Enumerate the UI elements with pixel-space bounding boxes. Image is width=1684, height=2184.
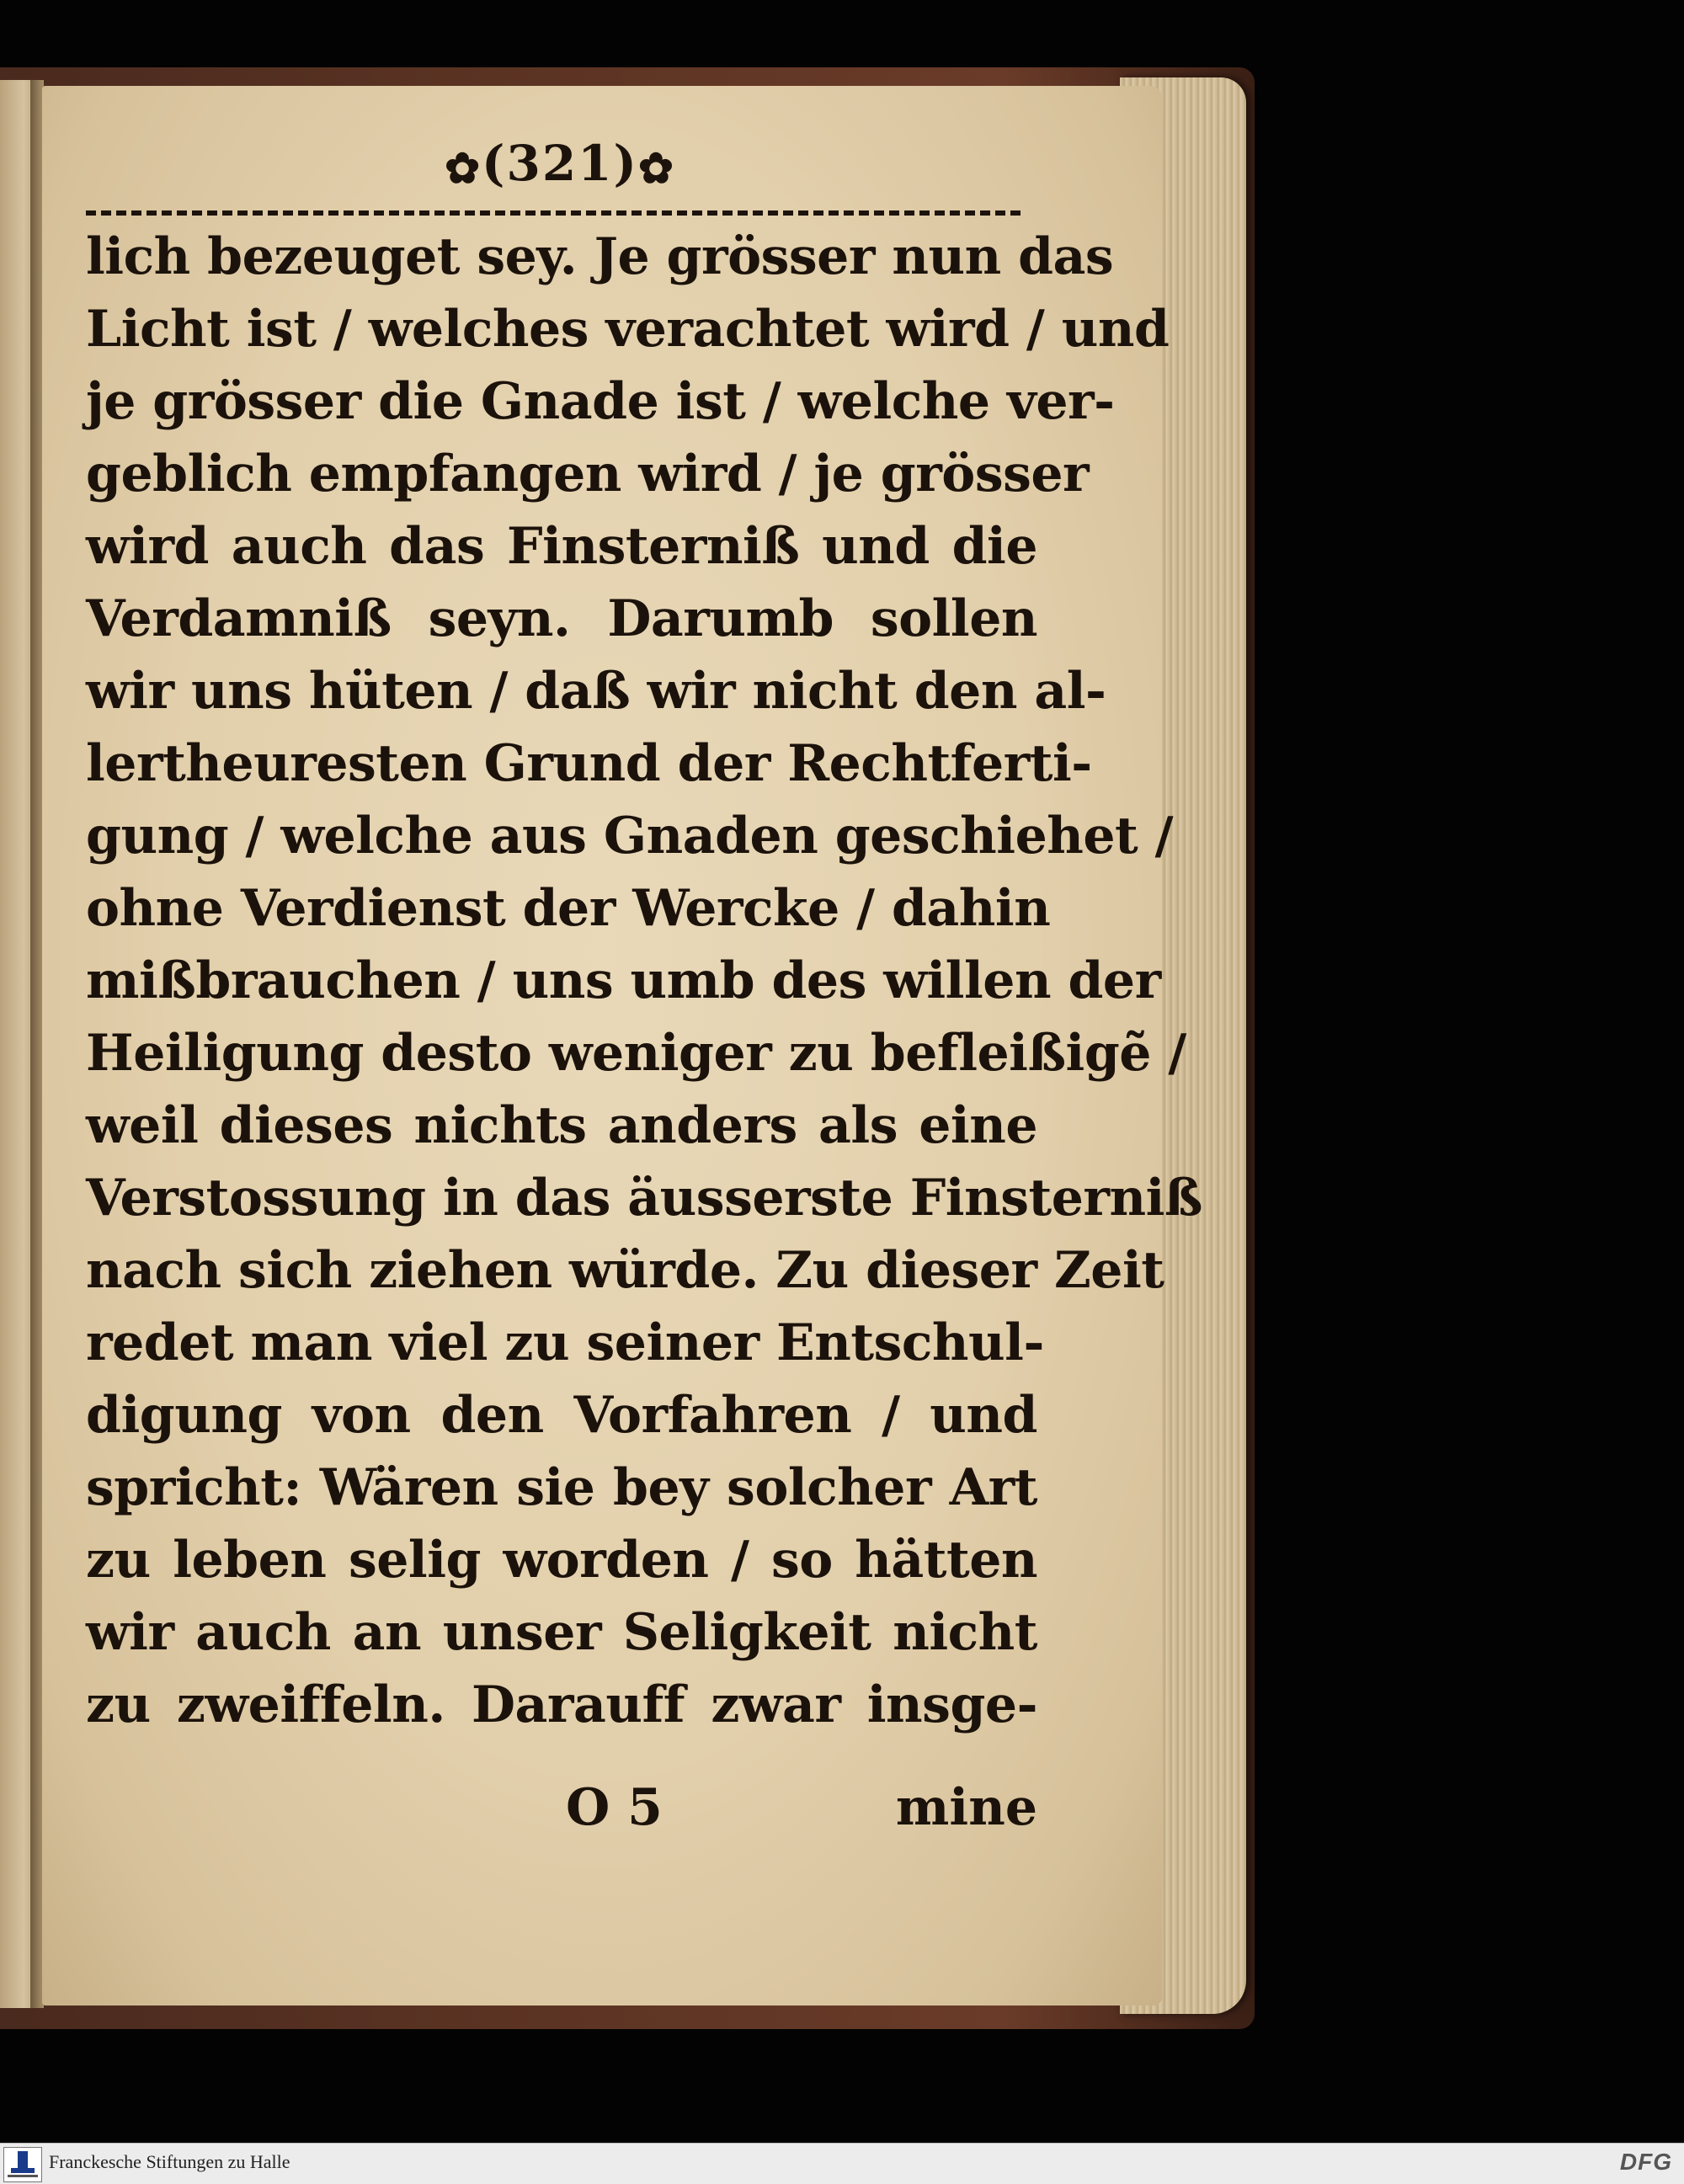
- page-number: (321): [482, 135, 638, 192]
- header-rule: [86, 210, 1021, 216]
- text-line: gung / welche aus Gnaden geschiehet /: [86, 807, 1174, 866]
- text-line: zu leben selig worden / so hätten: [86, 1531, 1037, 1590]
- text-line: mißbrauchen / uns umb des willen der: [86, 951, 1161, 1010]
- francke-foundation-logo-icon[interactable]: [3, 2147, 42, 2182]
- signature-mark: O 5: [566, 1778, 663, 1837]
- left-page-edge: [0, 80, 34, 2008]
- provider-banner: [0, 2143, 1684, 2184]
- text-line: wir uns hüten / daß wir nicht den al-: [86, 662, 1106, 721]
- page-body-text: [86, 221, 1202, 1741]
- institution-name[interactable]: Franckesche Stiftungen zu Halle: [49, 2151, 290, 2172]
- page-footer: [86, 1778, 1037, 1854]
- book-page: [42, 86, 1202, 2006]
- text-line: nach sich ziehen würde. Zu dieser Zeit: [86, 1241, 1164, 1300]
- text-line: Verdamniß seyn. Darumb sollen: [86, 589, 1037, 648]
- text-line: geblich empfangen wird / je grösser: [86, 445, 1090, 503]
- text-line: zu zweiffeln. Darauff zwar insge-: [86, 1675, 1037, 1734]
- text-line: je grösser die Gnade ist / welche ver-: [86, 372, 1115, 431]
- text-line: digung von den Vorfahren / und: [86, 1386, 1037, 1445]
- text-line: Heiligung desto weniger zu befleißigẽ /: [86, 1024, 1186, 1083]
- catchword: mine: [895, 1778, 1037, 1837]
- text-line: redet man viel zu seiner Entschul-: [86, 1313, 1044, 1372]
- page-header: [42, 135, 1078, 193]
- text-line: Licht ist / welches verachtet wird / und: [86, 300, 1170, 359]
- text-line: lertheuresten Grund der Rechtferti-: [86, 734, 1092, 793]
- text-line: wird auch das Finsterniß und die: [86, 517, 1037, 576]
- text-line: ohne Verdienst der Wercke / dahin: [86, 879, 1051, 938]
- ornament-left-icon: ✿: [445, 142, 482, 193]
- ornament-right-icon: ✿: [637, 142, 675, 193]
- text-line: Verstossung in das äusserste Finsterniß: [86, 1169, 1202, 1228]
- text-line: lich bezeuget sey. Je grösser nun das: [86, 227, 1114, 286]
- text-line: weil dieses nichts anders als eine: [86, 1096, 1037, 1155]
- text-line: wir auch an unser Seligkeit nicht: [86, 1603, 1037, 1662]
- dfg-logo[interactable]: DFG: [1619, 2149, 1672, 2175]
- text-line: spricht: Wären sie bey solcher Art: [86, 1458, 1037, 1517]
